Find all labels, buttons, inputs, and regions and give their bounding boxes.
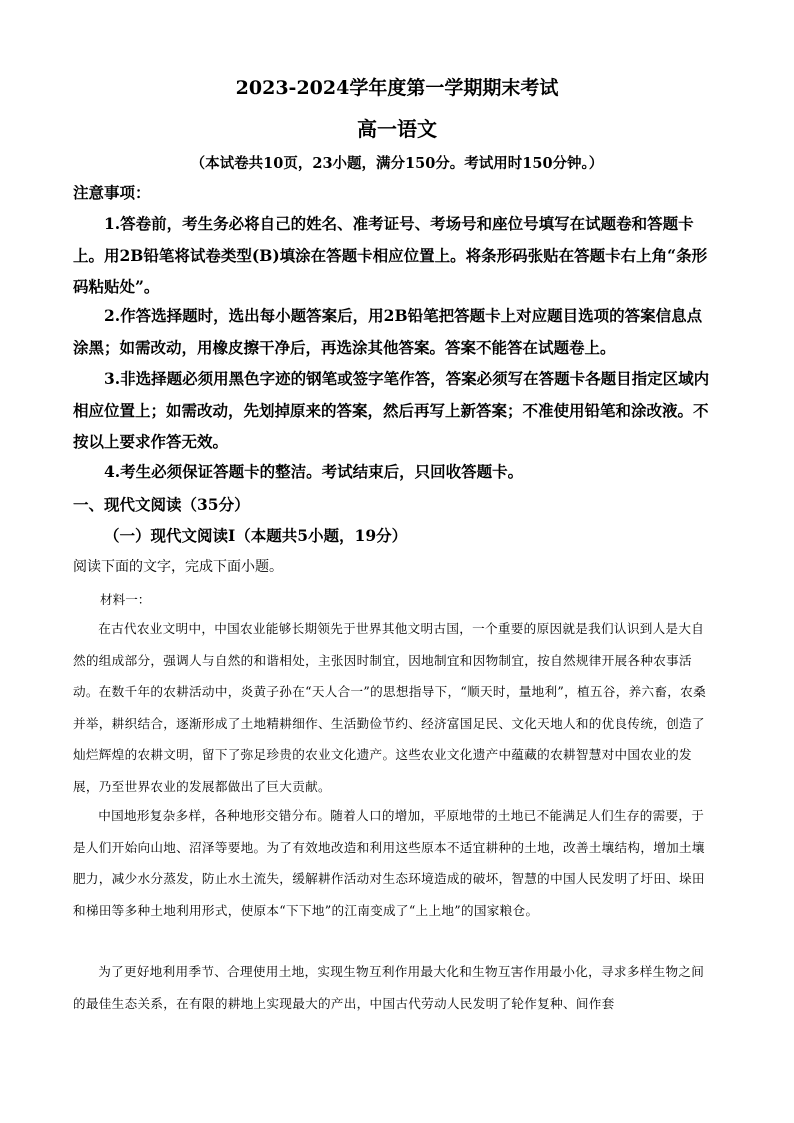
- reading-instruction: 阅读下面的文字，完成下面小题。: [73, 559, 283, 575]
- subject-title: 高一语文: [357, 117, 437, 141]
- notice-item-1: 1.答卷前，考生务必将自己的姓名、准考证号、考场号和座位号填写在试题卷和答题卡上。用2B铅笔将试卷类型(B)填涂在答题卡相应位置上。将条形码张贴在答题卡右上角“条形码粘贴处”。: [73, 214, 708, 296]
- notice-item-4: 4.考生必须保证答题卡的整洁。考试结束后，只回收答题卡。: [104, 462, 524, 481]
- reading-paragraph-1: 在古代农业文明中，中国农业能够长期领先于世界其他文明古国，一个重要的原因就是我们认识到人是大自然的组成部分，强调人与自然的和谐相处，主张因时制宜，因地制宜和因物制宜，按自然规律开展各种农事活动。在数千年的农耕活动中，炎黄子孙在“天人合一”的思想指导下，“顺天时，量地利”，植五谷，养六畜，农桑并举，耕织结合，逐渐形成了土地精耕细作、生活勤俭节约、经济富国足民、文化天地人和的优良传统，创造了灿烂辉煌的农耕文明，留下了弥足珍贵的农业文化遗产。这些农业文化遗产中蕴藏的农耕智慧对中国农业的发展，乃至世界农业的发展都做出了巨大贡献。: [73, 621, 706, 794]
- reading-paragraph-2: 中国地形复杂多样，各种地形交错分布。随着人口的增加，平原地带的土地已不能满足人们生存的需要，于是人们开始向山地、沼泽等要地。为了有效地改造和利用这些原本不适宜耕种的土地，改善土壤结构，增加土壤肥力，减少水分蒸发，防止水土流失，缓解耕作活动对生态环境造成的破坏，智慧的中国人民发明了圩田、垛田和梯田等多种土地利用形式，使原本“下下地”的江南变成了“上上地”的国家粮仓。: [73, 808, 705, 918]
- section-subtitle: （一）现代文阅读Ⅰ（本题共5小题，19分）: [104, 526, 408, 545]
- notice-item-3: 3.非选择题必须用黑色字迹的钢笔或签字笔作答，答案必须写在答题卡各题目指定区域内相应位置上；如需改动，先划掉原来的答案，然后再写上新答案；不准使用铅笔和涂改液。不按以上要求作答无效。: [73, 369, 710, 451]
- section-title: 一、现代文阅读（35分）: [73, 495, 250, 514]
- exam-title: 2023-2024学年度第一学期期末考试: [235, 77, 559, 99]
- exam-info: （本试卷共10页，23小题，满分150分。考试用时150分钟。）: [190, 155, 604, 172]
- material-label: 材料一：: [100, 592, 151, 607]
- reading-paragraph-3: 为了更好地利用季节、合理使用土地，实现生物互利作用最大化和生物互害作用最小化，寻求多样生物之间的最佳生态关系，在有限的耕地上实现最大的产出，中国古代劳动人民发明了轮作复种、间作套: [73, 964, 705, 1011]
- notice-heading: 注意事项：: [73, 183, 151, 202]
- notice-item-2: 2.作答选择题时，选出每小题答案后，用2B铅笔把答题卡上对应题目选项的答案信息点涂黑；如需改动，用橡皮擦干净后，再选涂其他答案。答案不能答在试题卷上。: [73, 306, 703, 357]
